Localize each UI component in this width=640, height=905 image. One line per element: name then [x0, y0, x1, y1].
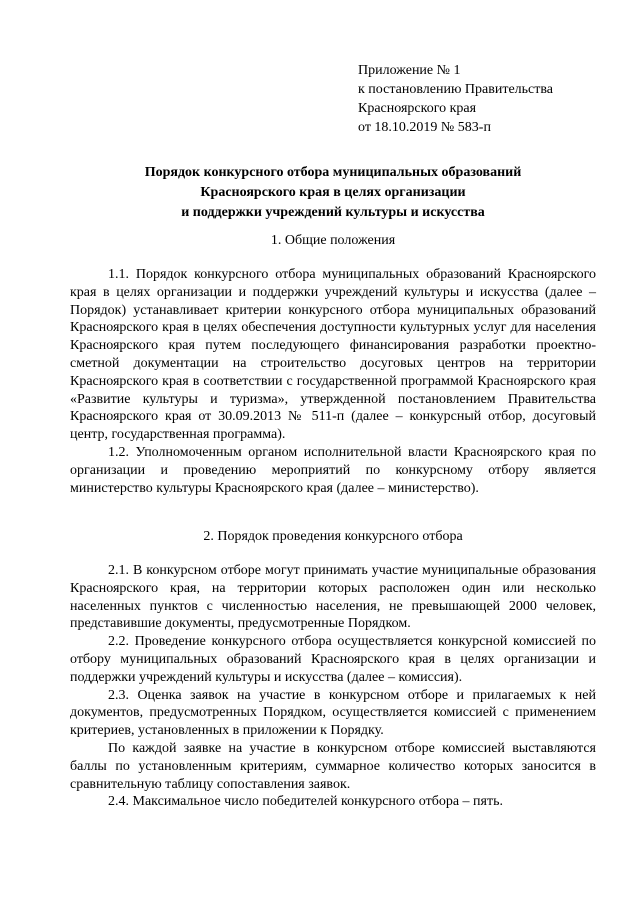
paragraph-1-1: 1.1. Порядок конкурсного отбора муниципальных образований Красноярского края в целях организации и поддержки учреждений культуры и искусства (далее – Порядок) устанавливает критерии конкурсного отбора муниципальных образований Красноярского края в целях обеспечения доступности культурных услуг для населения Красноярского края путем последующего финансирования разработки проектно-сметной документации на строительство досуговых центров на территории Красноярского края в соответствии с государственной программой Красноярского края «Развитие культуры и туризма», утвержденной постановлением Правительства Красноярского края от 30.09.2013 № 511-п (далее – конкурсный отбор, досуговый центр, государственная программа). [70, 267, 596, 443]
appendix-line: к постановлению Правительства [358, 82, 554, 97]
document-title [70, 163, 596, 223]
paragraph-1-2: 1.2. Уполномоченным органом исполнительной власти Красноярского края по организации и проведению мероприятий по конкурсному отбору является министерство культуры Красноярского края (далее – министерство). [70, 444, 596, 496]
paragraph-2-3-cont: По каждой заявке на участие в конкурсном отборе комиссией выставляются баллы по установленным критериям, суммарное количество которых заносится в сравнительную таблицу сопоставления заявок. [70, 740, 596, 792]
title-line: Порядок конкурсного отбора муниципальных образований [144, 165, 522, 180]
appendix-date-number: от 18.10.2019 № 583-п [358, 120, 491, 135]
section-2-body [70, 562, 596, 811]
paragraph-2-3: 2.3. Оценка заявок на участие в конкурсном отборе и прилагаемых к ней документов, предусмотренных Порядком, осуществляется комиссией с применением критериев, установленных в приложении к Порядку. [70, 687, 596, 739]
paragraph-2-4: 2.4. Максимальное число победителей конкурсного отбора – пять. [108, 794, 503, 810]
title-line: и поддержки учреждений культуры и искусства [181, 205, 485, 220]
section-1-body [70, 266, 596, 497]
appendix-line: Красноярского края [358, 101, 477, 116]
section-1-heading: 1. Общие положения [270, 233, 396, 248]
paragraph-2-1: 2.1. В конкурсном отборе могут принимать участие муниципальные образования Красноярского края, на территории которых расположен один или несколько населенных пунктов с численностью населения, не превышающей 2000 человек, представившие документы, предусмотренные Порядком. [70, 563, 596, 632]
title-line: Красноярского края в целях организации [200, 185, 466, 200]
paragraph-2-2: 2.2. Проведение конкурсного отбора осуществляется конкурсной комиссией по отбору муниципальных образований Красноярского края в целях организации и поддержки учреждений культуры и искусства (далее – комиссия). [70, 634, 596, 685]
appendix-line: Приложение № 1 [358, 63, 461, 78]
appendix-block [358, 61, 553, 137]
section-2-heading: 2. Порядок проведения конкурсного отбора [203, 529, 463, 544]
